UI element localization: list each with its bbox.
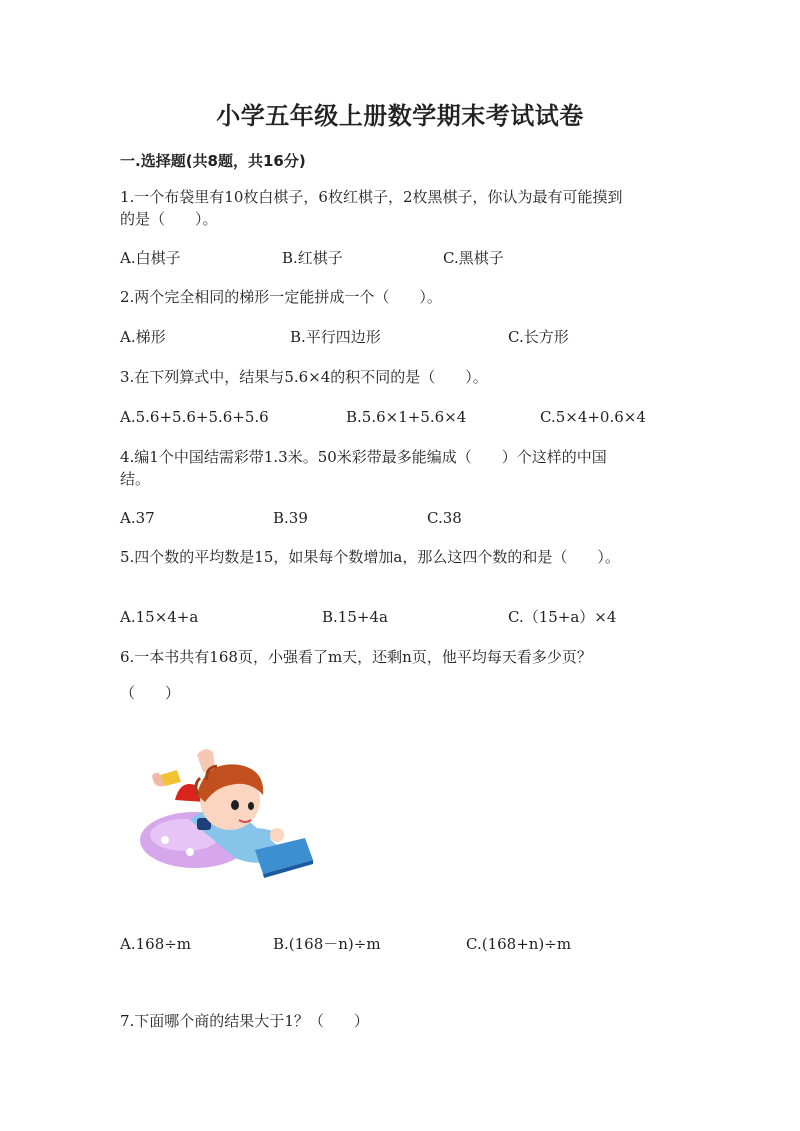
question-7 xyxy=(120,1010,680,1032)
hand xyxy=(270,828,284,842)
pillow-dot xyxy=(161,836,169,844)
exam-title: 小学五年级上册数学期末考试试卷 xyxy=(216,102,584,130)
question-1 xyxy=(120,186,680,230)
q5-option-a: A.15×4+a xyxy=(120,608,199,626)
q2-option-a: A.梯形 xyxy=(120,328,166,346)
question-3 xyxy=(120,366,680,388)
q2-option-c: C.长方形 xyxy=(508,328,569,346)
question-6-line-1: 6.一本书共有168页，小强看了m天，还剩n页，他平均每天看多少页？ xyxy=(120,648,592,666)
q1-option-b: B.红棋子 xyxy=(282,249,343,267)
question-2 xyxy=(120,286,680,308)
question-6 xyxy=(120,646,680,704)
q4-option-c: C.38 xyxy=(427,509,462,527)
q5-option-b: B.15+4a xyxy=(322,608,388,626)
question-7-line-1: 7.下面哪个商的结果大于1？（ ） xyxy=(120,1012,369,1030)
pillow-dot xyxy=(186,848,194,856)
section-heading: 一.选择题(共8题，共16分) xyxy=(120,152,306,170)
question-4-line-2: 结。 xyxy=(120,470,151,488)
q1-option-a: A.白棋子 xyxy=(120,249,181,267)
eye xyxy=(231,800,239,810)
q2-option-b: B.平行四边形 xyxy=(290,328,381,346)
q3-option-c: C.5×4+0.6×4 xyxy=(540,408,646,426)
q5-option-c: C.（15+a）×4 xyxy=(508,608,617,626)
q3-option-b: B.5.6×1+5.6×4 xyxy=(346,408,467,426)
question-5-line-1: 5.四个数的平均数是15，如果每个数增加a，那么这四个数的和是（ ）。 xyxy=(120,548,620,566)
question-6-line-2: （ ） xyxy=(120,684,181,702)
question-4-line-1: 4.编1个中国结需彩带1.3米。50米彩带最多能编成（ ）个这样的中国 xyxy=(120,448,607,466)
question-4 xyxy=(120,446,680,490)
question-2-line-1: 2.两个完全相同的梯形一定能拼成一个（ ）。 xyxy=(120,288,442,306)
q6-option-a: A.168÷m xyxy=(120,935,192,953)
q4-option-a: A.37 xyxy=(120,509,155,527)
q1-option-c: C.黑棋子 xyxy=(443,249,504,267)
q4-option-b: B.39 xyxy=(273,509,308,527)
eye xyxy=(248,802,254,810)
question-5 xyxy=(120,546,680,568)
question-3-line-1: 3.在下列算式中，结果与5.6×4的积不同的是（ ）。 xyxy=(120,368,488,386)
q3-option-a: A.5.6+5.6+5.6+5.6 xyxy=(120,408,269,426)
q6-option-c: C.(168+n)÷m xyxy=(466,935,572,953)
q6-option-b: B.(168－n)÷m xyxy=(273,935,381,953)
question-1-line-1: 1.一个布袋里有10枚白棋子，6枚红棋子，2枚黑棋子，你认为最有可能摸到 xyxy=(120,188,623,206)
child-reading-illustration xyxy=(135,740,315,890)
question-1-line-2: 的是（ ）。 xyxy=(120,210,218,228)
